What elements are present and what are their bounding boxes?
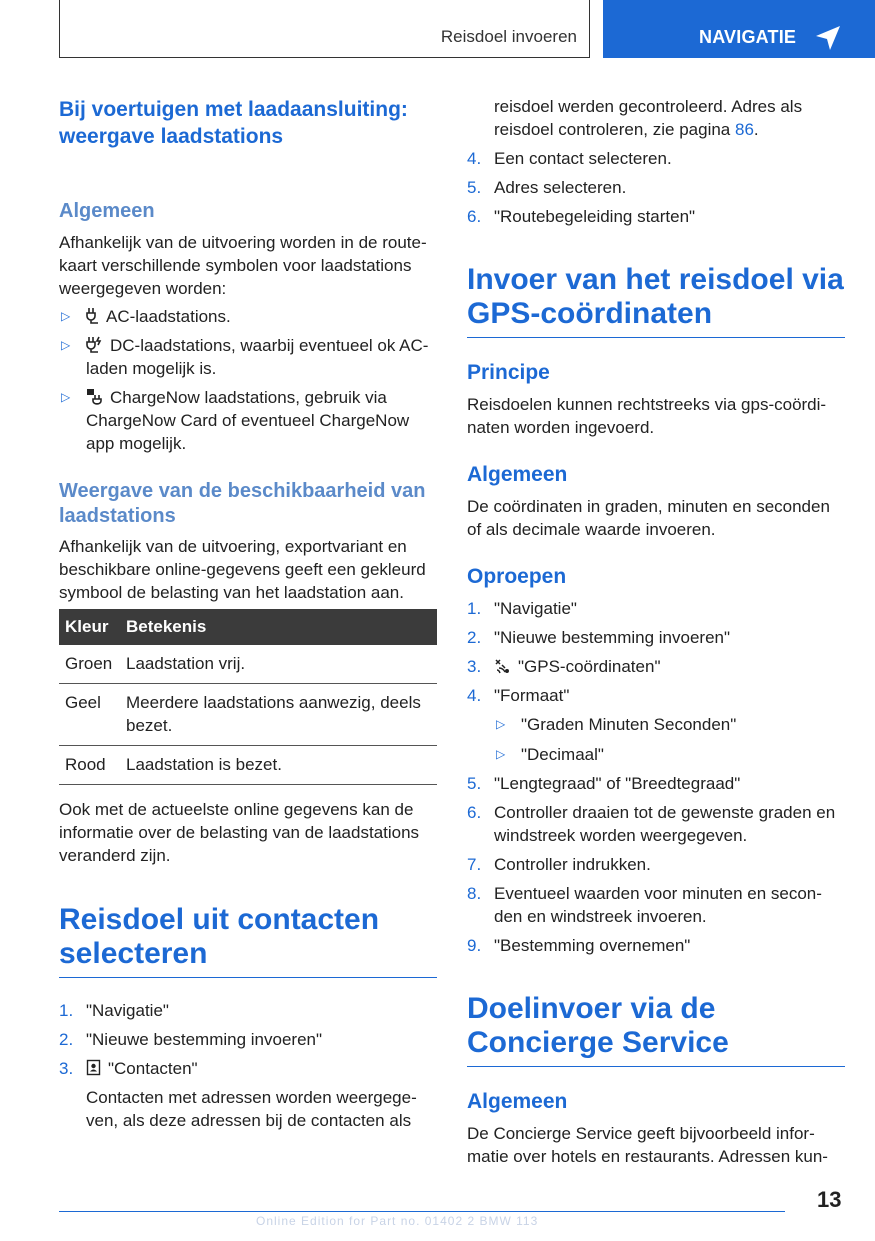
list-item: 4. Een contact selecteren.: [467, 149, 672, 168]
algemeen-gps-text: De coördinaten in graden, minuten en seconden of als decimale waarde invoeren.: [467, 497, 830, 539]
principe-text: Reisdoelen kunnen rechtstreeks via gps-coördi-naten worden ingevoerd.: [467, 395, 827, 437]
list-item: 6. "Routebegeleiding starten": [467, 207, 696, 226]
contacts-icon: [86, 1059, 102, 1076]
algemeen-text: Afhankelijk van de uitvoering worden in de route-kaart verschillende symbolen voor laadstations weergegeven worden:: [59, 233, 427, 298]
algemeen-gps-heading: Algemeen: [467, 463, 568, 486]
charging-symbol-list: [59, 305, 437, 455]
oproepen-steps: [467, 597, 845, 957]
page-number: 13: [817, 1187, 842, 1212]
header-section-box: [59, 0, 590, 58]
format-option: ▷ "Graden Minuten Seconden": [496, 715, 737, 734]
contacts-step3-detail: Contacten met adressen worden weergege-ven, als deze adressen bij de contacten als: [86, 1088, 417, 1130]
table-row: [59, 684, 437, 746]
bullet-triangle-icon: ▷: [496, 747, 506, 761]
contacts-steps: [59, 999, 437, 1132]
list-item: ▷ AC-laadstations.: [61, 307, 231, 326]
list-item: 5. "Lengtegraad" of "Breedtegraad": [467, 774, 741, 793]
table-cell: Meerdere laadstations aanwezig, deels bezet.: [120, 684, 437, 746]
format-option: ▷ "Decimaal": [496, 745, 604, 764]
bullet-triangle-icon: ▷: [61, 390, 71, 404]
contacts-heading: Reisdoel uit contacten selecteren: [59, 903, 437, 978]
table-header: Betekenis: [120, 609, 437, 645]
list-item: 4. "Formaat" ▷ "Graden Minuten Seconden" ▷ "Decimaal": [467, 684, 845, 766]
gps-heading: Invoer van het reisdoel via GPS-coördinaten: [467, 263, 845, 338]
navigation-arrow-icon: [814, 24, 842, 52]
table-header-row: [59, 609, 437, 645]
page-link-86[interactable]: 86: [735, 120, 754, 139]
principe-heading: Principe: [467, 361, 550, 384]
list-item: 2. "Nieuwe bestemming invoeren": [59, 1030, 323, 1049]
navigation-tab-label: NAVIGATIE: [699, 27, 797, 47]
oproepen-heading: Oproepen: [467, 565, 567, 588]
concierge-heading: Doelinvoer via de Concierge Service: [467, 992, 845, 1067]
table-cell: Laadstation vrij.: [120, 645, 437, 684]
table-cell: Rood: [59, 746, 120, 785]
table-cell: Laadstation is bezet.: [120, 746, 437, 785]
contacts-continued: reisdoel werden gecontroleerd. Adres als reisdoel controleren, zie pagina 86.: [494, 97, 803, 139]
bullet-triangle-icon: ▷: [61, 338, 71, 352]
table-header: Kleur: [59, 609, 120, 645]
list-item: ▷ ChargeNow laadstations, gebruik via ChargeNow Card of eventueel ChargeNow app mogelijk.: [61, 388, 410, 453]
bullet-triangle-icon: ▷: [61, 309, 71, 323]
concierge-algemeen-heading: Algemeen: [467, 1090, 568, 1113]
list-item: 7. Controller indrukken.: [467, 855, 651, 874]
list-item: ▷ DC-laadstations, waarbij eventueel ok AC-laden mogelijk is.: [61, 336, 429, 378]
algemeen-heading: Algemeen: [59, 200, 155, 222]
concierge-text: De Concierge Service geeft bijvoorbeeld infor-matie over hotels en restaurants. Adressen kun-: [467, 1124, 828, 1166]
table-note: Ook met de actueelste online gegevens kan de informatie over de belasting van de laadstations veranderd zijn.: [59, 800, 420, 865]
charging-heading: Bij voertuigen met laadaansluiting: weergave laadstations: [59, 98, 408, 148]
list-item: 9. "Bestemming overnemen": [467, 936, 691, 955]
table-cell: Groen: [59, 645, 120, 684]
footer-edition-text: Online Edition for Part no. 01402 2 BMW 113: [256, 1214, 539, 1228]
bullet-triangle-icon: ▷: [496, 717, 506, 731]
list-item: 5. Adres selecteren.: [467, 178, 627, 197]
list-item: 1. "Navigatie": [467, 599, 577, 618]
table-row: [59, 746, 437, 785]
availability-table: [59, 609, 437, 785]
list-item: 8. Eventueel waarden voor minuten en secon-den en windstreek invoeren.: [467, 884, 822, 926]
ac-charging-icon: [86, 307, 100, 324]
navigation-tab[interactable]: [603, 0, 875, 58]
table-cell: Geel: [59, 684, 120, 746]
list-item: 1. "Navigatie": [59, 1001, 169, 1020]
dc-charging-icon: [86, 336, 104, 353]
availability-heading: Weergave van de beschikbaarheid van laadstations: [59, 480, 426, 527]
list-item: 3. "GPS-coördinaten": [467, 657, 661, 676]
footer-rule: [59, 1211, 785, 1212]
list-item: 3. "Contacten" Contacten met adressen worden weergege-ven, als deze adressen bij de contacten als: [59, 1057, 437, 1132]
header-section-title: Reisdoel invoeren: [440, 27, 577, 46]
chargenow-icon: [86, 388, 104, 405]
table-row: [59, 645, 437, 684]
list-item: 2. "Nieuwe bestemming invoeren": [467, 628, 731, 647]
list-item: 6. Controller draaien tot de gewenste graden en windstreek worden weergegeven.: [467, 803, 836, 845]
availability-text: Afhankelijk van de uitvoering, exportvariant en beschikbare online-gegevens geeft een gekleurd symbool de belasting van het laadstation aan.: [59, 537, 426, 602]
contacts-steps-continued: [467, 147, 845, 228]
gps-satellite-icon: [494, 657, 512, 674]
